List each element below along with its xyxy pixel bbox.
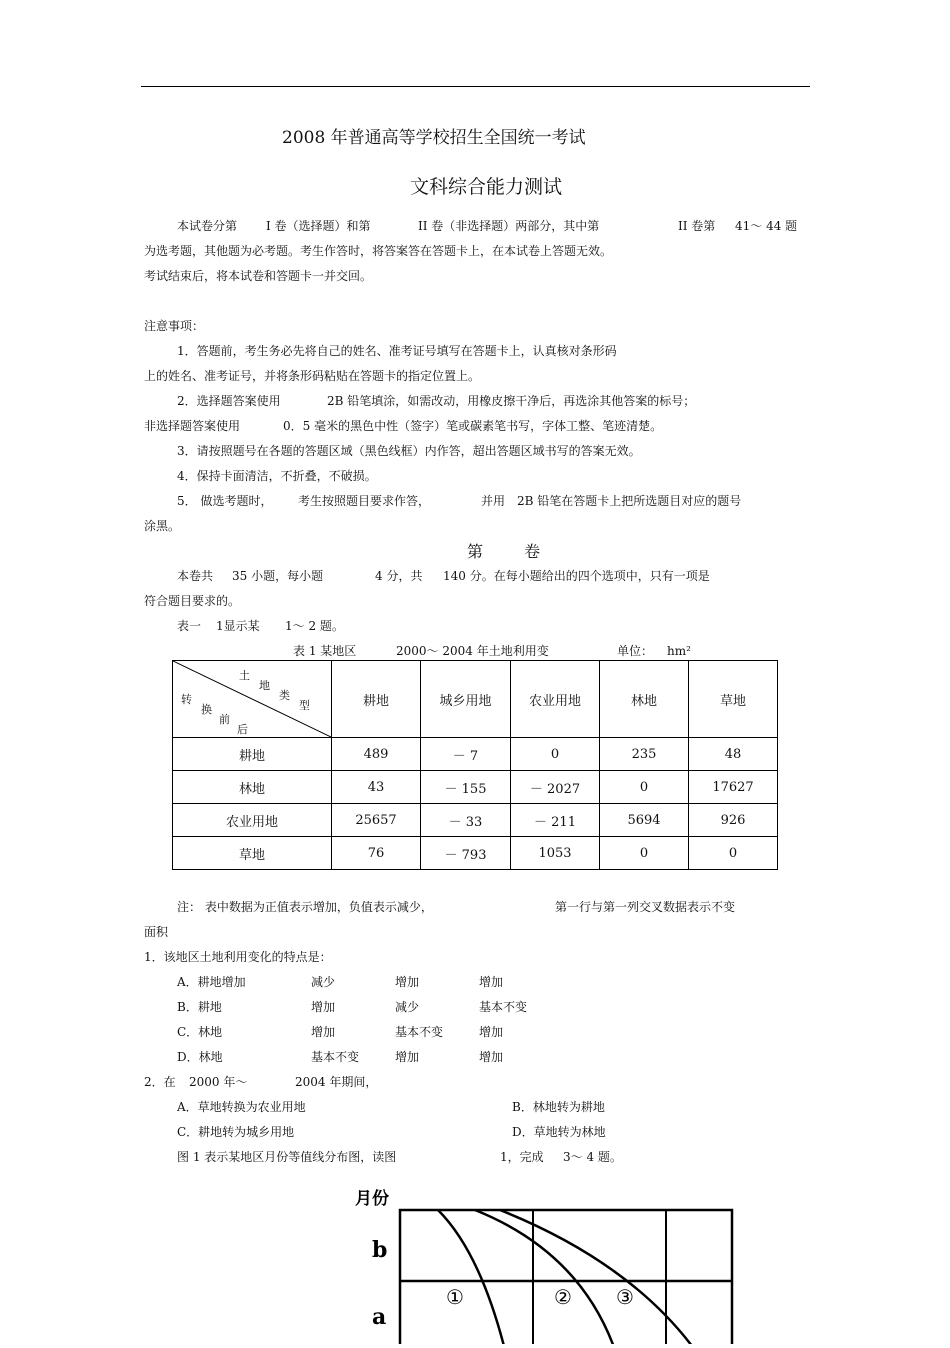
table-note-a: 注： 表中数据为正值表示增加，负值表示减少， — [177, 900, 433, 914]
table-note-b: 第一行与第一列交叉数据表示不变 — [555, 900, 736, 914]
q2-option-left: C．耕地转为城乡用地 — [177, 1125, 295, 1139]
curve-label-2: ② — [554, 1285, 572, 1309]
note-1a: 1．答题前，考生务必先将自己的姓名、准考证号填写在答题卡上，认真核对条形码 — [177, 344, 617, 358]
table-cell: － 33 — [421, 804, 511, 837]
intro-line1-a: 本试卷分第 — [177, 219, 238, 233]
diag-bottom-char: 前 — [219, 713, 230, 726]
col-header: 林地 — [600, 661, 689, 738]
q1-option-label: D．林地 — [177, 1050, 223, 1064]
q1-option-label: C．林地 — [177, 1025, 223, 1039]
part-instr-a: 本卷共 — [177, 569, 214, 583]
diag-top-char: 类 — [279, 689, 290, 702]
figure-1-contour — [350, 1182, 750, 1348]
table-cell: － 211 — [511, 804, 600, 837]
table-cell: 926 — [689, 804, 778, 837]
diag-top-char: 型 — [299, 699, 310, 712]
q1-option-c1: 减少 — [311, 975, 336, 989]
table-caption-b: 2000～ 2004 年土地利用变 — [396, 644, 549, 658]
diag-bottom-char: 转 — [181, 693, 192, 706]
col-header: 草地 — [689, 661, 778, 738]
table-caption-c: 单位： — [617, 644, 654, 658]
note-3: 3．请按照题号在各题的答题区域（黑色线框）内作答，超出答题区域书写的答案无效。 — [177, 444, 641, 458]
question-2-b: 2000 年～ — [189, 1075, 248, 1089]
q2-option-right: B．林地转为耕地 — [512, 1100, 605, 1114]
table-cell: 17627 — [689, 771, 778, 804]
curve-label-3: ③ — [616, 1285, 634, 1309]
table-cell: 489 — [332, 738, 421, 771]
q1-option-label: B．耕地 — [177, 1000, 222, 1014]
intro-line1-c: II 卷（非选择题）两部分，其中第 — [418, 219, 600, 233]
figure-intro-a: 图 1 表示某地区月份等值线分布图，读图 — [177, 1150, 397, 1164]
table-cell: 0 — [511, 738, 600, 771]
tick-label-b: b — [372, 1237, 388, 1263]
q1-option-c3: 基本不变 — [479, 1000, 528, 1014]
table-row — [173, 837, 778, 870]
table-cell: 0 — [689, 837, 778, 870]
table-cell: 5694 — [600, 804, 689, 837]
q-intro-a: 表一 — [177, 619, 202, 633]
q1-option-c2: 增加 — [395, 1050, 420, 1064]
diag-top-char: 土 — [239, 669, 250, 682]
land-use-table — [172, 660, 778, 870]
table-note-c: 面积 — [144, 925, 169, 939]
table-caption-a: 表 1 某地区 — [293, 644, 357, 658]
q-intro-b: 1显示某 — [216, 619, 260, 633]
row-label: 林地 — [173, 771, 332, 804]
table-cell: － 2027 — [511, 771, 600, 804]
q2-option-right: D．草地转为林地 — [512, 1125, 606, 1139]
table-row — [173, 738, 778, 771]
intro-line1-d: II 卷第 — [678, 219, 716, 233]
table-row — [173, 804, 778, 837]
header-rule — [141, 86, 810, 87]
contour-line-1 — [438, 1210, 505, 1344]
table-cell: 48 — [689, 738, 778, 771]
table-cell: － 7 — [421, 738, 511, 771]
note-4: 4．保持卡面清洁，不折叠，不破损。 — [177, 469, 377, 483]
table-cell: 43 — [332, 771, 421, 804]
note-5-3: 并用 — [481, 494, 506, 508]
exam-year-title: 2008 年普通高等学校招生全国统一考试 — [282, 128, 586, 148]
table-cell: 25657 — [332, 804, 421, 837]
table-header-row — [173, 661, 778, 738]
figure-intro-c: 3～ 4 题。 — [563, 1150, 622, 1164]
diag-bottom-char: 换 — [201, 703, 212, 716]
intro-line1-e: 41～ 44 题 — [735, 219, 798, 233]
note-5-2: 考生按照题目要求作答， — [298, 494, 431, 508]
q1-option-c1: 增加 — [311, 1025, 336, 1039]
figure-intro-b: 1，完成 — [500, 1150, 544, 1164]
note-2b-2: 0．5 毫米的黑色中性（签字）笔或碳素笔书写，字体工整、笔迹清楚。 — [283, 419, 663, 433]
contour-chart — [350, 1182, 750, 1344]
note-5-1: 5． 做选考题时， — [177, 494, 273, 508]
col-header: 农业用地 — [511, 661, 600, 738]
row-label: 农业用地 — [173, 804, 332, 837]
q1-option-c3: 增加 — [479, 1050, 504, 1064]
table-cell: 0 — [600, 771, 689, 804]
note-2b-1: 非选择题答案使用 — [144, 419, 241, 433]
question-2-a: 2．在 — [144, 1075, 176, 1089]
q1-option-c1: 增加 — [311, 1000, 336, 1014]
part-instr-b: 35 小题，每小题 — [232, 569, 324, 583]
diag-bottom-char: 后 — [237, 723, 248, 736]
subject-title: 文科综合能力测试 — [410, 176, 563, 198]
y-axis-label: 月份 — [355, 1189, 389, 1209]
q1-option-label: A．耕地增加 — [177, 975, 246, 989]
intro-line1-b: I 卷（选择题）和第 — [266, 219, 371, 233]
part-instr-2: 符合题目要求的。 — [144, 594, 241, 608]
diag-top-char: 地 — [259, 679, 270, 692]
q1-option-c2: 减少 — [395, 1000, 420, 1014]
note-1b: 上的姓名、准考证号，并将条形码粘贴在答题卡的指定位置上。 — [144, 369, 481, 383]
row-label: 耕地 — [173, 738, 332, 771]
q2-option-left: A．草地转换为农业用地 — [177, 1100, 306, 1114]
part-instr-c: 4 分，共 — [375, 569, 423, 583]
q1-option-c3: 增加 — [479, 975, 504, 989]
note-2a-2: 2B 铅笔填涂，如需改动，用橡皮擦干净后，再选涂其他答案的标号； — [327, 394, 696, 408]
note-5b: 涂黑。 — [144, 519, 181, 533]
question-2-c: 2004 年期间， — [295, 1075, 378, 1089]
row-label: 草地 — [173, 837, 332, 870]
tick-label-a: a — [372, 1304, 387, 1330]
plot-frame — [400, 1210, 732, 1344]
table-cell: 1053 — [511, 837, 600, 870]
question-1: 1．该地区土地利用变化的特点是： — [144, 950, 332, 964]
q1-option-c2: 增加 — [395, 975, 420, 989]
col-header: 耕地 — [332, 661, 421, 738]
q1-option-c3: 增加 — [479, 1025, 504, 1039]
q-intro-c: 1～ 2 题。 — [285, 619, 344, 633]
table-cell: － 155 — [421, 771, 511, 804]
col-header: 城乡用地 — [421, 661, 511, 738]
intro-line2: 为选考题，其他题为必考题。考生作答时，将答案答在答题卡上，在本试卷上答题无效。 — [144, 244, 613, 258]
table-row — [173, 771, 778, 804]
notes-heading: 注意事项： — [144, 319, 205, 333]
table-diagonal-header — [173, 661, 332, 738]
table-caption-unit: hm² — [667, 644, 691, 658]
intro-line3: 考试结束后，将本试卷和答题卡一并交回。 — [144, 269, 373, 283]
part-instr-d: 140 分。在每小题给出的四个选项中，只有一项是 — [443, 569, 710, 583]
q1-option-c2: 基本不变 — [395, 1025, 444, 1039]
part-title: 第 卷 — [467, 542, 559, 561]
table-cell: 0 — [600, 837, 689, 870]
note-2a-1: 2．选择题答案使用 — [177, 394, 281, 408]
table-cell: 235 — [600, 738, 689, 771]
q1-option-c1: 基本不变 — [311, 1050, 360, 1064]
table-cell: － 793 — [421, 837, 511, 870]
curve-label-1: ① — [446, 1285, 464, 1309]
table-cell: 76 — [332, 837, 421, 870]
note-5-4: 2B 铅笔在答题卡上把所选题目对应的题号 — [517, 494, 742, 508]
